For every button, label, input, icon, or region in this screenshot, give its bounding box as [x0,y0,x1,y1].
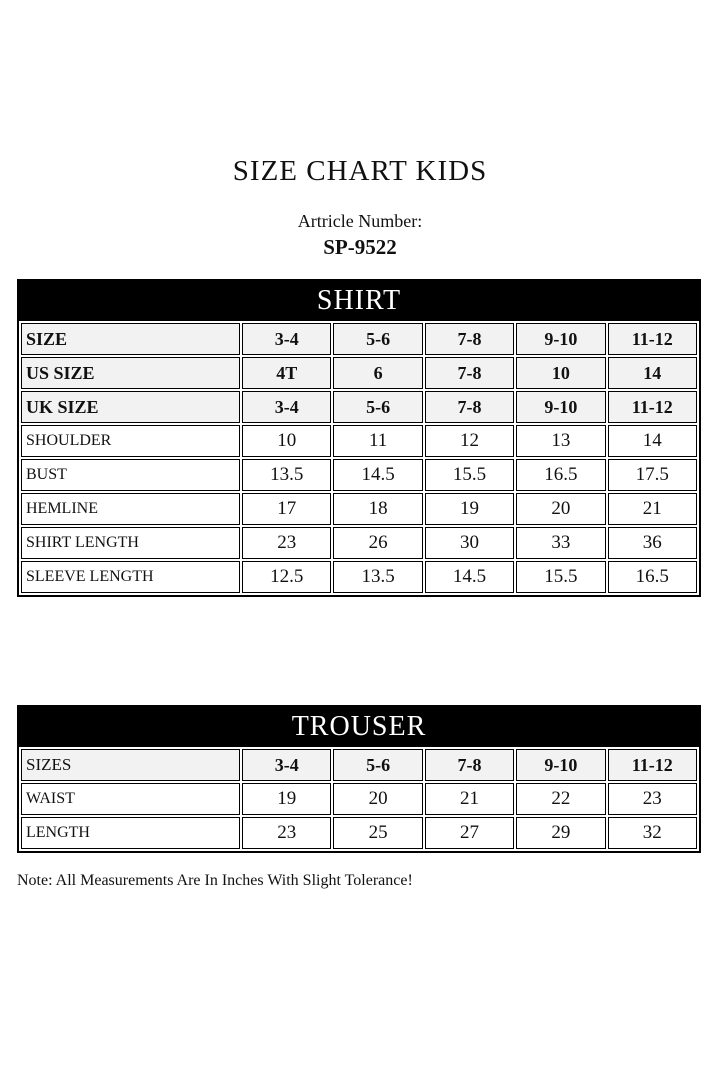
row-label: WAIST [21,783,240,815]
row-label: BUST [21,459,240,491]
table-cell: 16.5 [608,561,697,593]
table-cell: 25 [333,817,422,849]
table-cell: 14.5 [425,561,514,593]
table-cell: 3-4 [242,391,331,423]
table-cell: 23 [608,783,697,815]
measurement-note: Note: All Measurements Are In Inches With Slight Tolerance! [17,872,413,890]
table-row-shirt-length [21,527,697,559]
table-cell: 5-6 [333,323,422,355]
article-number-label: Artricle Number: [297,211,423,232]
page-title: SIZE CHART KIDS [232,155,488,187]
row-label: LENGTH [21,817,240,849]
table-row-waist [21,783,697,815]
table-cell: 14.5 [333,459,422,491]
table-cell: 18 [333,493,422,525]
table-cell: 27 [425,817,514,849]
table-cell: 32 [608,817,697,849]
table-cell: 14 [608,357,697,389]
trouser-table [17,705,701,853]
table-cell: 5-6 [333,749,422,781]
table-row-bust [21,459,697,491]
table-row-shoulder [21,425,697,457]
table-cell: 4T [242,357,331,389]
table-cell: 21 [425,783,514,815]
table-cell: 6 [333,357,422,389]
table-cell: 19 [242,783,331,815]
table-cell: 30 [425,527,514,559]
table-cell: 3-4 [242,749,331,781]
article-number-value: SP-9522 [323,235,397,260]
table-cell: 9-10 [516,391,605,423]
table-row-size [21,323,697,355]
row-label: US SIZE [21,357,240,389]
table-cell: 15.5 [516,561,605,593]
table-row-sleeve-length [21,561,697,593]
table-cell: 23 [242,527,331,559]
table-cell: 36 [608,527,697,559]
table-cell: 15.5 [425,459,514,491]
size-chart-page [0,155,720,1080]
row-label: HEMLINE [21,493,240,525]
table-cell: 17 [242,493,331,525]
table-cell: 12 [425,425,514,457]
table-cell: 5-6 [333,391,422,423]
table-cell: 22 [516,783,605,815]
table-cell: 29 [516,817,605,849]
row-label: SHIRT LENGTH [21,527,240,559]
trouser-size-table [19,747,699,851]
row-label: SLEEVE LENGTH [21,561,240,593]
table-cell: 20 [516,493,605,525]
shirt-table-header: SHIRT [19,281,699,321]
table-cell: 10 [242,425,331,457]
table-cell: 7-8 [425,357,514,389]
table-cell: 26 [333,527,422,559]
table-cell: 3-4 [242,323,331,355]
table-cell: 11-12 [608,323,697,355]
table-cell: 13.5 [333,561,422,593]
table-cell: 11 [333,425,422,457]
table-cell: 10 [516,357,605,389]
table-cell: 7-8 [425,391,514,423]
row-label: SIZES [21,749,240,781]
table-cell: 12.5 [242,561,331,593]
shirt-table [17,279,701,597]
shirt-size-table [19,321,699,595]
table-cell: 20 [333,783,422,815]
table-row-sizes [21,749,697,781]
table-cell: 9-10 [516,749,605,781]
row-label: SIZE [21,323,240,355]
table-cell: 9-10 [516,323,605,355]
table-cell: 13 [516,425,605,457]
table-cell: 11-12 [608,749,697,781]
table-cell: 33 [516,527,605,559]
table-row-us-size [21,357,697,389]
table-row-uk-size [21,391,697,423]
table-cell: 11-12 [608,391,697,423]
table-cell: 13.5 [242,459,331,491]
row-label: SHOULDER [21,425,240,457]
table-cell: 7-8 [425,323,514,355]
table-row-length [21,817,697,849]
table-cell: 14 [608,425,697,457]
trouser-table-header: TROUSER [19,707,699,747]
table-cell: 23 [242,817,331,849]
table-cell: 19 [425,493,514,525]
table-cell: 16.5 [516,459,605,491]
table-cell: 7-8 [425,749,514,781]
table-cell: 21 [608,493,697,525]
row-label: UK SIZE [21,391,240,423]
table-cell: 17.5 [608,459,697,491]
table-row-hemline [21,493,697,525]
